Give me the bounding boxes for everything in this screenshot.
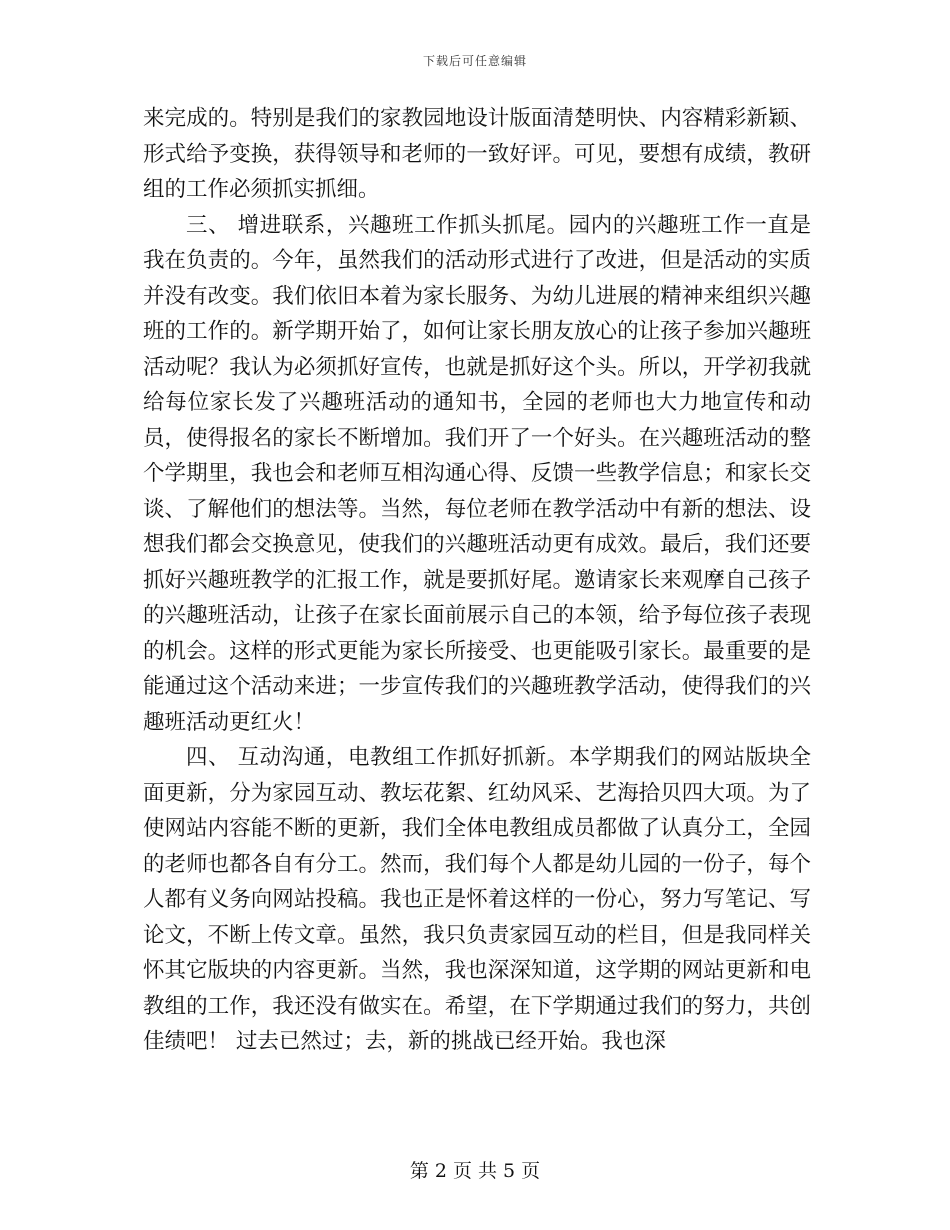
paragraph-section-3: 三、 增进联系，兴趣班工作抓头抓尾。园内的兴趣班工作一直是我在负责的。今年，虽然我们的活动形式进行了改进，但是活动的实质并没有改变。我们依旧本着为家长服务、为幼儿进展的精神来组织兴趣班的工作的。新学期开始了，如何让家长朋友放心的让孩子参加兴趣班活动呢？我认为必须抓好宣传，也就是抓好这个头。所以，开学初我就给每位家长发了兴趣班活动的通知书，全园的老师也大力地宣传和动员，使得报名的家长不断增加。我们开了一个好头。在兴趣班活动的整个学期里，我也会和老师互相沟通心得、反馈一些教学信息；和家长交谈、了解他们的想法等。当然，每位老师在教学活动中有新的想法、设想我们都会交换意见，使我们的兴趣班活动更有成效。最后，我们还要抓好兴趣班教学的汇报工作，就是要抓好尾。邀请家长来观摩自己孩子的兴趣班活动，让孩子在家长面前展示自己的本领，给予每位孩子表现的机会。这样的形式更能为家长所接受、也更能吸引家长。最重要的是能通过这个活动来进；一步宣传我们的兴趣班教学活动，使得我们的兴趣班活动更红火！: [143, 212, 811, 735]
paragraph-continuation: 来完成的。特别是我们的家教园地设计版面清楚明快、内容精彩新颖、形式给予变换，获得领导和老师的一致好评。可见，要想有成绩，教研组的工作必须抓实抓细。: [143, 106, 811, 202]
page-header: 下载后可任意编辑: [422, 54, 527, 68]
document-body: [143, 101, 811, 1060]
paragraph-section-4: 四、 互动沟通，电教组工作抓好抓新。本学期我们的网站版块全面更新，分为家园互动、教坛花絮、红幼风采、艺海拾贝四大项。为了使网站内容能不断的更新，我们全体电教组成员都做了认真分工，全园的老师也都各自有分工。然而，我们每个人都是幼儿园的一份子，每个人都有义务向网站投稿。我也正是怀着这样的一份心，努力写笔记、写论文，不断上传文章。虽然，我只负责家园互动的栏目，但是我同样关怀其它版块的内容更新。当然，我也深深知道，这学期的网站更新和电教组的工作，我还没有做实在。希望，在下学期通过我们的努力，共创佳绩吧！ 过去已然过；去，新的挑战已经开始。我也深: [143, 745, 811, 1054]
page-footer: 第 2 页 共 5 页: [409, 1160, 541, 1182]
